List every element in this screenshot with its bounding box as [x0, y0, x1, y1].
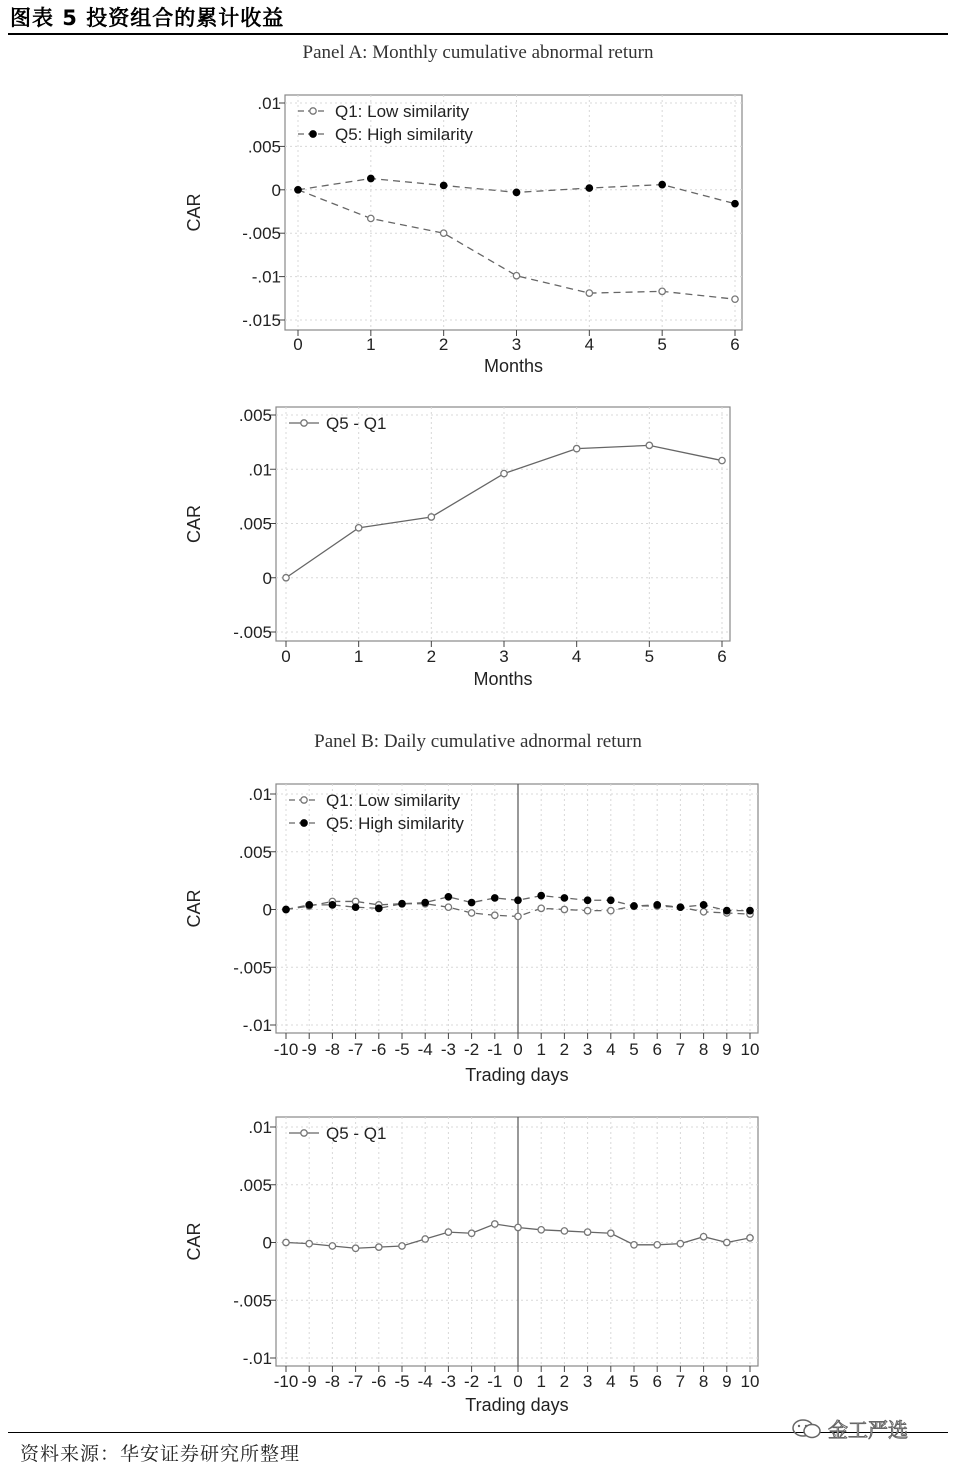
- y-tick-label: 0: [262, 568, 272, 588]
- x-tick-label: -10: [273, 1040, 299, 1059]
- data-point: [368, 175, 374, 181]
- data-point: [608, 897, 614, 903]
- x-tick-label: 4: [606, 1040, 616, 1059]
- data-point: [376, 1244, 382, 1250]
- legend-marker: [301, 1130, 307, 1136]
- data-point: [376, 905, 382, 911]
- figure-title: 图表 5 投资组合的累计收益: [10, 6, 285, 30]
- data-point: [538, 905, 544, 911]
- data-point: [700, 909, 706, 915]
- data-point: [538, 892, 544, 898]
- x-tick-label: 2: [559, 1372, 570, 1391]
- legend-label: Q1: Low similarity: [335, 102, 470, 121]
- data-point: [719, 457, 725, 463]
- y-tick-label: -.005: [233, 958, 272, 978]
- x-tick-label: 6: [717, 647, 727, 666]
- y-tick-label: .01: [257, 94, 281, 113]
- data-point: [732, 296, 738, 302]
- data-point: [573, 445, 579, 451]
- x-tick-label: 5: [657, 335, 667, 354]
- data-point: [561, 895, 567, 901]
- data-point: [515, 913, 521, 919]
- x-tick-label: -2: [464, 1040, 480, 1059]
- data-point: [561, 906, 567, 912]
- y-axis-label: CAR: [184, 1222, 204, 1261]
- data-point: [513, 273, 519, 279]
- x-tick-label: 1: [353, 647, 364, 666]
- data-point: [747, 907, 753, 913]
- x-tick-label: -8: [324, 1372, 340, 1391]
- x-tick-label: 3: [499, 647, 509, 666]
- y-tick-label: .005: [238, 514, 272, 534]
- watermark: [792, 1414, 908, 1443]
- data-point: [422, 899, 428, 905]
- data-point: [422, 1236, 428, 1242]
- data-point: [515, 897, 521, 903]
- x-tick-label: -4: [417, 1372, 433, 1391]
- x-tick-label: 8: [698, 1372, 709, 1391]
- y-axis-label: CAR: [184, 193, 204, 232]
- data-point: [646, 442, 652, 448]
- data-point: [732, 200, 738, 206]
- y-tick-label: -.005: [242, 224, 281, 244]
- data-point: [329, 902, 335, 908]
- x-tick-label: 8: [698, 1040, 709, 1059]
- x-tick-label: 1: [536, 1372, 546, 1391]
- y-tick-label: 0: [262, 1233, 272, 1253]
- data-point: [586, 290, 592, 296]
- x-tick-label: 1: [536, 1040, 546, 1059]
- x-tick-label: -5: [394, 1372, 410, 1391]
- y-tick-label: -.005: [233, 1291, 272, 1311]
- data-point: [608, 1230, 614, 1236]
- data-point: [700, 1234, 706, 1240]
- x-tick-label: -6: [371, 1040, 387, 1059]
- wechat-icon: [792, 1418, 822, 1440]
- watermark-text: 金工严选: [828, 1418, 908, 1442]
- legend-label: Q5: High similarity: [335, 125, 473, 144]
- data-point: [700, 902, 706, 908]
- legend-label: Q5 - Q1: [326, 414, 387, 433]
- x-tick-label: 3: [511, 335, 522, 354]
- x-tick-label: -5: [394, 1040, 410, 1059]
- legend-marker: [301, 820, 307, 826]
- y-tick-label: .005: [247, 137, 281, 157]
- x-tick-label: 0: [293, 335, 303, 354]
- data-point: [368, 215, 374, 221]
- x-tick-label: -3: [440, 1372, 456, 1391]
- x-tick-label: 7: [675, 1040, 686, 1059]
- x-axis-label: Trading days: [465, 1395, 569, 1415]
- x-tick-label: 4: [571, 647, 582, 666]
- y-tick-label: -.005: [233, 623, 272, 642]
- data-point: [306, 902, 312, 908]
- x-tick-label: 2: [559, 1040, 570, 1059]
- x-tick-label: -1: [487, 1040, 503, 1059]
- data-point: [513, 189, 519, 195]
- data-point: [677, 904, 683, 910]
- data-point: [584, 897, 590, 903]
- data-point: [561, 1228, 567, 1234]
- legend-label: Q5: High similarity: [326, 814, 464, 833]
- data-point: [352, 1245, 358, 1251]
- x-tick-label: 1: [366, 335, 376, 354]
- x-tick-label: -6: [371, 1372, 387, 1391]
- x-tick-label: 5: [629, 1040, 639, 1059]
- data-point: [445, 1229, 451, 1235]
- data-point: [283, 575, 289, 581]
- x-tick-label: 3: [582, 1372, 593, 1391]
- data-point: [631, 903, 637, 909]
- x-tick-label: -2: [464, 1372, 480, 1391]
- x-tick-label: -9: [301, 1040, 317, 1059]
- data-point: [654, 1242, 660, 1248]
- x-tick-label: -7: [348, 1040, 364, 1059]
- data-point: [399, 901, 405, 907]
- x-tick-label: 0: [513, 1040, 523, 1059]
- x-tick-label: 9: [722, 1372, 732, 1391]
- data-point: [306, 1240, 312, 1246]
- data-point: [492, 895, 498, 901]
- data-point: [659, 288, 665, 294]
- data-point: [295, 187, 301, 193]
- x-tick-label: 6: [652, 1372, 662, 1391]
- y-tick-label: 0: [262, 900, 272, 920]
- legend-label: Q5 - Q1: [326, 1124, 387, 1143]
- y-tick-label: .01: [248, 460, 272, 480]
- data-point: [399, 1243, 405, 1249]
- data-point: [352, 904, 358, 910]
- x-tick-label: 4: [584, 335, 595, 354]
- data-point: [631, 1242, 637, 1248]
- x-tick-label: 2: [438, 335, 449, 354]
- data-point: [445, 894, 451, 900]
- data-point: [355, 525, 361, 531]
- x-tick-label: 9: [722, 1040, 732, 1059]
- x-tick-label: 0: [513, 1372, 523, 1391]
- y-axis-label: CAR: [184, 889, 204, 928]
- data-point: [608, 907, 614, 913]
- data-point: [584, 907, 590, 913]
- data-point: [329, 1243, 335, 1249]
- data-point: [468, 1230, 474, 1236]
- x-tick-label: 10: [740, 1040, 760, 1059]
- x-tick-label: -1: [487, 1372, 503, 1391]
- y-tick-label: -.01: [251, 267, 281, 287]
- y-tick-label: 0: [271, 180, 281, 200]
- y-tick-label: .005: [238, 1175, 272, 1195]
- x-tick-label: 10: [740, 1372, 760, 1391]
- legend-marker: [310, 131, 316, 137]
- x-tick-label: 0: [281, 647, 291, 666]
- data-point: [468, 899, 474, 905]
- legend-marker: [301, 797, 307, 803]
- data-point: [445, 904, 451, 910]
- data-point: [538, 1227, 544, 1233]
- x-axis-label: Months: [473, 669, 533, 689]
- x-tick-label: 7: [675, 1372, 686, 1391]
- y-tick-label: -.01: [242, 1016, 272, 1035]
- y-tick-label: .01: [248, 1118, 272, 1137]
- data-point: [492, 912, 498, 918]
- x-axis-label: Months: [483, 356, 544, 376]
- legend-marker: [310, 108, 316, 114]
- y-tick-label: .005: [238, 842, 272, 862]
- data-point: [586, 185, 592, 191]
- legend-label: Q1: Low similarity: [326, 791, 461, 810]
- data-point: [654, 902, 660, 908]
- legend-marker: [301, 420, 307, 426]
- data-point: [501, 470, 507, 476]
- data-point: [677, 1240, 683, 1246]
- x-tick-label: 6: [730, 335, 740, 354]
- data-point: [515, 1224, 521, 1230]
- data-point: [724, 907, 730, 913]
- y-axis-label: CAR: [184, 504, 204, 544]
- x-tick-label: 5: [629, 1372, 639, 1391]
- data-point: [440, 182, 446, 188]
- data-point: [659, 181, 665, 187]
- y-tick-label: .005: [238, 406, 272, 425]
- panel-a-title: Panel A: Monthly cumulative abnormal return: [302, 42, 654, 63]
- x-tick-label: -3: [440, 1040, 456, 1059]
- data-point: [492, 1221, 498, 1227]
- x-tick-label: -8: [324, 1040, 340, 1059]
- x-tick-label: 3: [582, 1040, 593, 1059]
- x-axis-label: Trading days: [465, 1065, 569, 1085]
- x-tick-label: 6: [652, 1040, 662, 1059]
- data-point: [468, 910, 474, 916]
- y-tick-label: .01: [248, 785, 272, 804]
- x-tick-label: -7: [348, 1372, 364, 1391]
- data-point: [283, 906, 289, 912]
- x-tick-label: -9: [301, 1372, 317, 1391]
- x-tick-label: -4: [417, 1040, 433, 1059]
- data-point: [584, 1229, 590, 1235]
- x-tick-label: 2: [426, 647, 437, 666]
- x-tick-label: 5: [644, 647, 655, 666]
- data-point: [440, 230, 446, 236]
- y-tick-label: -.015: [242, 311, 281, 330]
- data-point: [724, 1239, 730, 1245]
- y-tick-label: -.01: [242, 1349, 272, 1368]
- data-point: [428, 514, 434, 520]
- data-point: [747, 1235, 753, 1241]
- x-tick-label: 4: [606, 1372, 616, 1391]
- source-note: 资料来源：华安证券研究所整理: [20, 1443, 301, 1465]
- x-tick-label: -10: [273, 1372, 299, 1391]
- data-point: [283, 1239, 289, 1245]
- panel-b-title: Panel B: Daily cumulative adnormal return: [314, 731, 642, 752]
